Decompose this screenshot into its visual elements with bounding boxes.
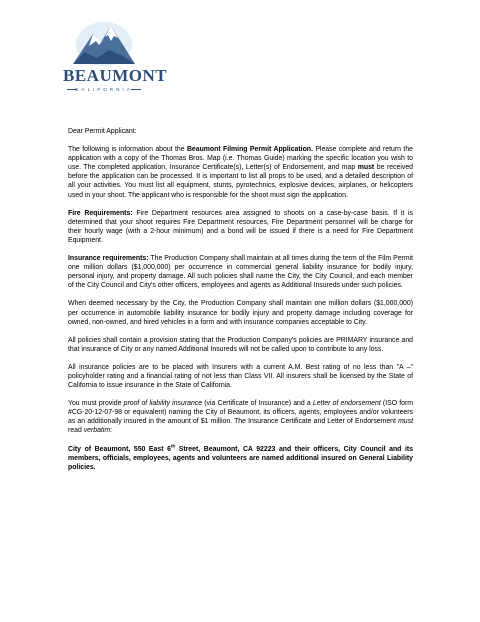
fire-requirements-paragraph: Fire Requirements: Fire Department resources area assigned to shoots on a case-by-case basis. If it is determined that your shoot requires Fire Department resources, Fire Department personnel will be charge for their hourly wage (with a 2-hour minimum) and a bond will be issued if there is a need for Fire Department Equipment. <box>68 209 413 244</box>
additional-insured-statement: City of Beaumont, 550 East 6th Street, Beaumont, CA 92223 and their officers, City Council and its members, officials, employees, agents and volunteers are named additional insured on General Liability policies. <box>68 443 413 471</box>
insurer-rating-paragraph: All insurance policies are to be placed with Insurers with a current A.M. Best rating of no less than "A –" policyholder rating and a financial rating of not less than Class VII. All insurers shall be licensed by the State of California to issue insurance in the State of California. <box>68 363 413 390</box>
auto-insurance-paragraph: When deemed necessary by the City, the Production Company shall maintain one million dollars ($1,000,000) per occurrence in automobile liability insurance for bodily injury and property damage including coverage for owned, non-owned, and hired vehicles in a form and with insurance companies acceptable to City. <box>68 300 413 326</box>
intro-paragraph: The following is information about the Beaumont Filming Permit Application. Please complete and return the application with a copy of the Thomas Bros. Map (i.e. Thomas Guide) marking the specific location you wish to use. The completed application, Insurance Certificate(s), Letter(s) of Endorsement, and map must be received before the application can be processed. It is important to list all props to be used, and a detailed description of all your activities. You must list all equipment, stunts, pyrotechnics, explosive devices, airplanes, or helicopters used in your shoot. The applicant who is responsible for the shoot must sign the application. <box>68 146 413 199</box>
letter-body <box>68 127 413 481</box>
salutation: Dear Permit Applicant: <box>68 128 137 135</box>
logo-rule-right <box>131 89 141 90</box>
beaumont-logo <box>63 14 168 96</box>
mountain-icon <box>63 14 145 66</box>
insurance-requirements-paragraph: Insurance requirements: The Production Company shall maintain at all times during the term of the Film Permit one million dollars ($1,000,000) per occurrence in commercial general liability insurance for bodily injury, personal injury, and property damage. All such policies shall name the City, the City Council, and each member of the City Council and City's other officers, employees and agents as Additional Insureds under such policies. <box>68 255 414 290</box>
fire-heading: Fire Requirements: <box>68 209 133 217</box>
logo-subtitle: CALIFORNIA <box>75 87 133 92</box>
proof-of-insurance-paragraph: You must provide proof of liability insurance (via Certificate of Insurance) and a Letter of endorsement (ISO form #CG-20-12-07-98 or equivalent) naming the City of Beaumont, its officers, agents, employees and/or volunteers as an additionally insured in the amount of $1 million. The Insurance Certificate and Letter of Endorsement must read verbatim: <box>68 400 413 435</box>
insurance-heading: Insurance requirements: <box>68 255 149 263</box>
logo-wordmark: BEAUMONT <box>63 66 168 85</box>
primary-insurance-paragraph: All policies shall contain a provision stating that the Production Company's policies are PRIMARY insurance and that insurance of City or any named Additional Insureds will not be called upon to contribute to any loss. <box>68 336 413 353</box>
